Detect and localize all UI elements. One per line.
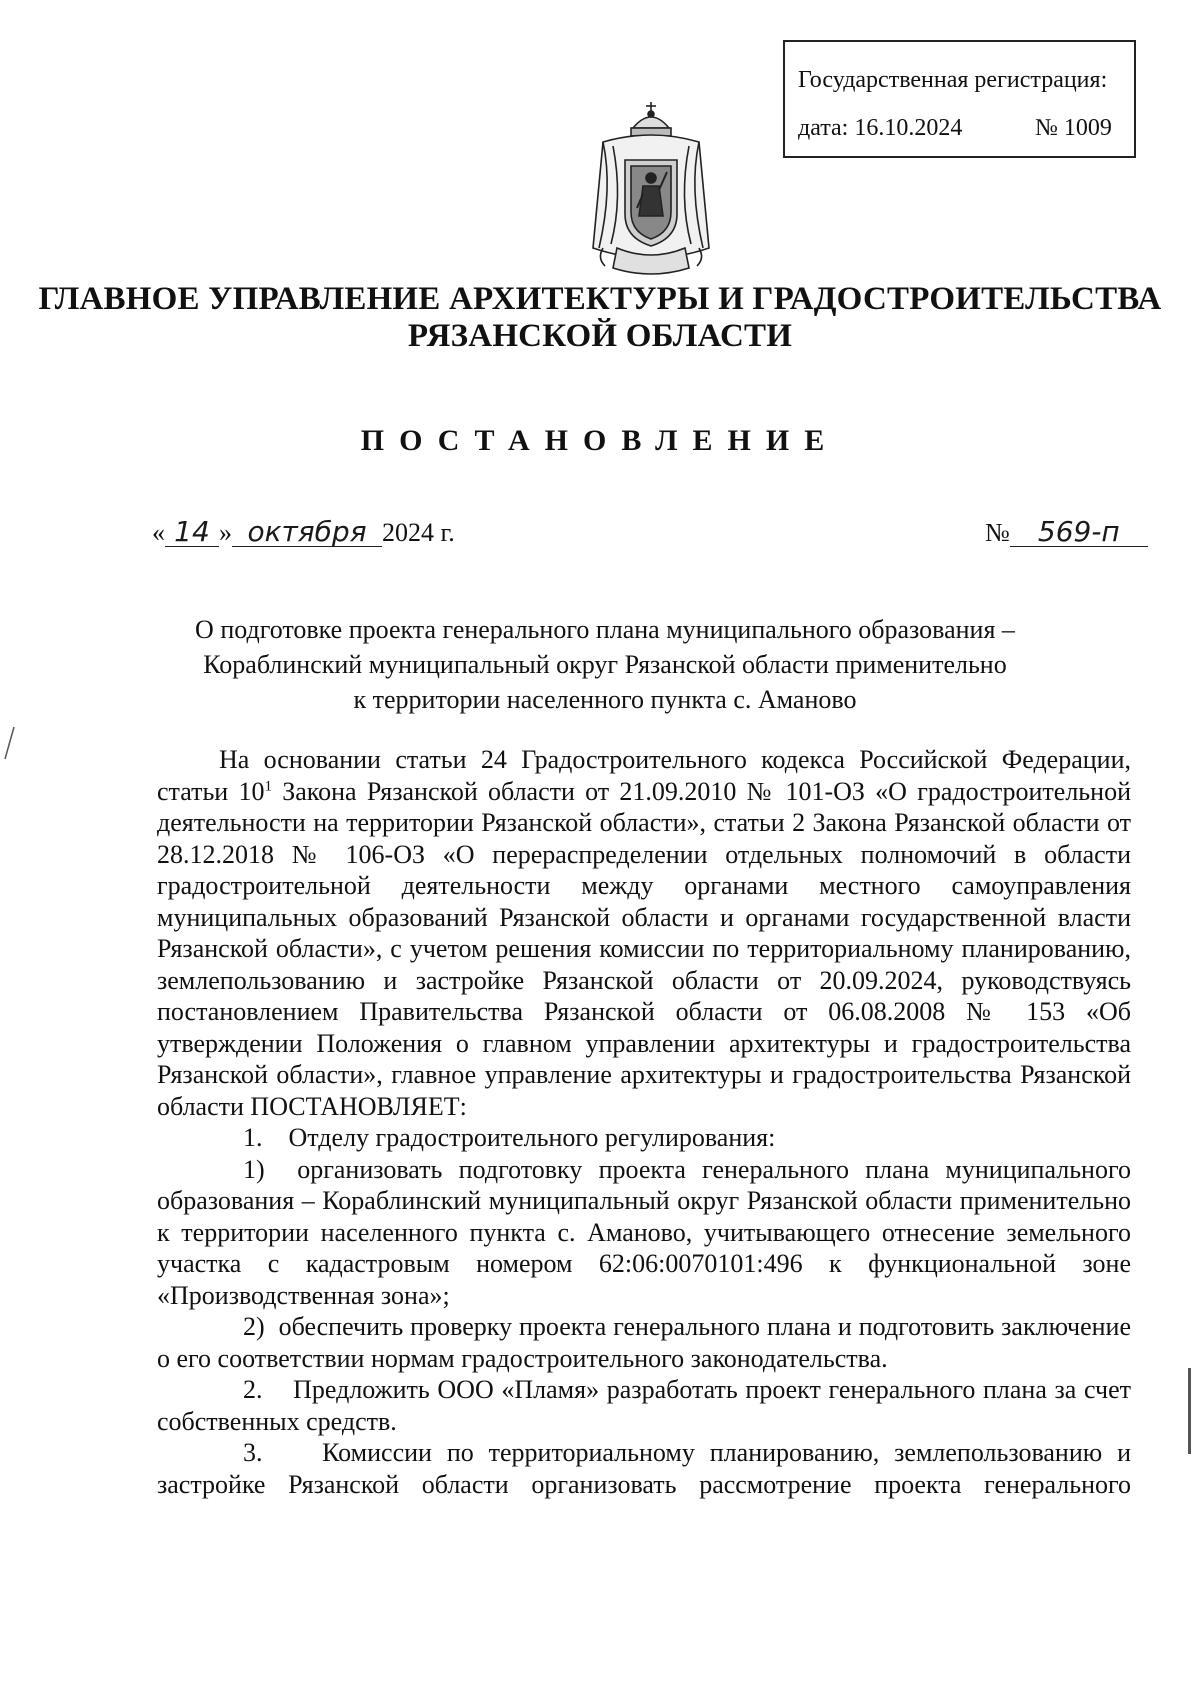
item-3: 3. Комиссии по территориальному планированию, землепользованию и застройке Рязанской области организовать рассмотрение проекта генерального — [157, 1438, 1131, 1499]
preamble-part-a: На основании статьи 24 Градостроительного кодекса Российской Федерации, статьи 10 — [157, 745, 1131, 806]
handwritten-day: 14 — [165, 517, 219, 547]
subject-line-3: к территории населенного пункта с. Аманово — [353, 685, 857, 714]
registration-date: дата: 16.10.2024 — [798, 115, 963, 141]
registration-number: № 1009 — [1035, 115, 1112, 141]
preamble-superscript: 1 — [264, 777, 272, 794]
handwritten-month: октября — [232, 517, 382, 547]
document-number — [985, 517, 1148, 548]
organization-name-line-2: РЯЗАНСКОЙ ОБЛАСТИ — [407, 318, 793, 354]
document-subject — [150, 612, 1060, 717]
number-sign: № — [985, 518, 1010, 547]
scan-edge-mark — [1188, 1368, 1191, 1454]
item-1-subitem-2: 2) обеспечить проверку проекта генерального плана и подготовить заключение о его соответствии нормам градостроительного законодательства. — [157, 1312, 1131, 1373]
registration-title: Государственная регистрация: — [798, 67, 1108, 93]
subject-line-2: Кораблинский муниципальный округ Рязанской области применительно — [203, 650, 1007, 679]
registration-stamp — [783, 40, 1136, 158]
item-2: 2. Предложить ООО «Пламя» разработать проект генерального плана за счет собственных средств. — [157, 1375, 1131, 1436]
organization-name-line-1: ГЛАВНОЕ УПРАВЛЕНИЕ АРХИТЕКТУРЫ И ГРАДОСТРОИТЕЛЬСТВА — [38, 281, 1162, 317]
document-date — [152, 517, 455, 548]
handwritten-number: 569-п — [1010, 517, 1148, 547]
document-body — [157, 744, 1131, 1500]
document-type-title: ПОСТАНОВЛЕНИЕ — [360, 424, 840, 457]
subject-line-1: О подготовке проекта генерального плана муниципального образования – — [195, 615, 1015, 644]
preamble-part-b: Закона Рязанской области от 21.09.2010 № 101-ОЗ «О градостроительной деятельности на территории Рязанской области», статьи 2 Закона Рязанской области от 28.12.2018 № 106-ОЗ «О перераспределении отдельных полномочий в области градостроительной деятельности между органами местного самоуправления муниципальных образований Рязанской области и органами государственной власти Рязанской области», с учетом решения комиссии по территориальному планированию, землепользованию и застройке Рязанской области от 20.09.2024, руководствуясь постановлением Правительства Рязанской области от 06.08.2008 № 153 «Об утверждении Положения о главном управлении архитектуры и градостроительства Рязанской области», главное управление архитектуры и градостроительства Рязанской области ПОСТАНОВЛЯЕТ: — [157, 776, 1131, 1121]
date-quote-close: » — [219, 518, 232, 547]
item-1: 1. Отделу градостроительного регулирования: — [243, 1123, 776, 1152]
date-year: 2024 г. — [382, 518, 455, 547]
ryazan-coat-of-arms-icon — [583, 98, 719, 278]
margin-stroke-mark — [0, 725, 20, 761]
date-quote-open: « — [152, 518, 165, 547]
item-1-subitem-1: 1) организовать подготовку проекта генерального плана муниципального образования – Кораблинский муниципальный округ Рязанской области применительно к территории населенного пункта с. Аманово, учитывающего отнесение земельного участка с кадастровым номером 62:06:0070101:496 к функциональной зоне «Производственная зона»; — [157, 1154, 1131, 1310]
preamble-paragraph — [157, 744, 1131, 1122]
